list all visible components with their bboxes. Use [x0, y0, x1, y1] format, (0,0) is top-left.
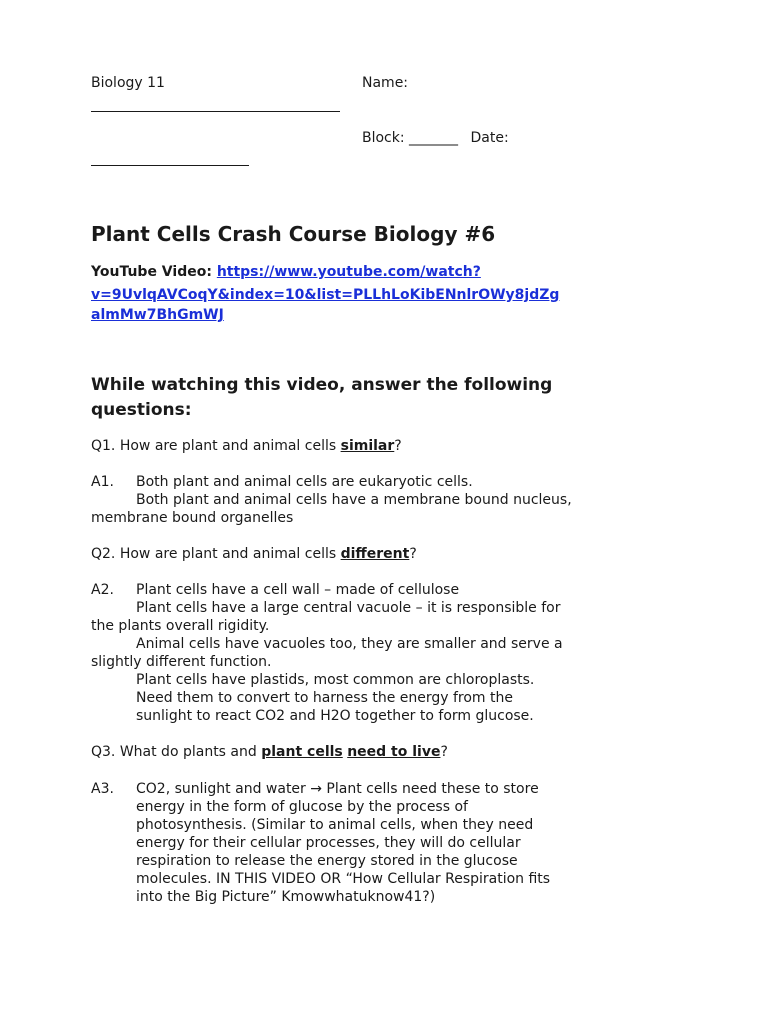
answer-2-line-6: Plant cells have plastids, most common are chloroplasts. [136, 672, 535, 688]
question-2 [91, 545, 417, 563]
date-blank-line [91, 165, 249, 166]
answer-3-line-6: molecules. IN THIS VIDEO OR “How Cellular Respiration fits [136, 871, 551, 887]
answer-2-line-2: Plant cells have a large central vacuole – it is responsible for [136, 600, 561, 616]
answer-3-line-5: respiration to release the energy stored in the glucose [136, 853, 518, 869]
question-2-keyword: different [340, 546, 410, 562]
question-1-keyword: similar [340, 438, 395, 454]
answer-3-line-1-start: CO2, sunlight and water [136, 781, 311, 797]
question-1-mark: ? [394, 438, 402, 454]
answer-1-line-3: membrane bound organelles [91, 510, 294, 526]
block-blank: _______ [409, 130, 459, 146]
answer-3-line-4: energy for their cellular processes, they will do cellular [136, 835, 521, 851]
block-label: Block: [362, 130, 405, 146]
question-2-text: Q2. How are plant and animal cells [91, 546, 341, 562]
question-1-text: Q1. How are plant and animal cells [91, 438, 341, 454]
answer-2-line-5: slightly different function. [91, 654, 272, 670]
answer-2-line-1: Plant cells have a cell wall – made of cellulose [136, 582, 460, 598]
answer-2-line-4: Animal cells have vacuoles too, they are smaller and serve a [136, 636, 563, 652]
answer-1-label: A1. [91, 474, 114, 490]
video-line-1 [91, 263, 481, 281]
question-3-keyword-2: need to live [347, 744, 441, 760]
answer-3-line-7: into the Big Picture” Kmowwhatuknow41?) [136, 889, 436, 905]
answer-2-line-8: sunlight to react CO2 and H2O together to form glucose. [136, 708, 534, 724]
answer-3-line-2: energy in the form of glucose by the process of [136, 799, 468, 815]
question-2-mark: ? [409, 546, 417, 562]
video-line-2 [91, 286, 559, 304]
video-link-part-3[interactable]: almMw7BhGmWJ [91, 307, 224, 323]
question-3-text: Q3. What do plants and [91, 744, 262, 760]
instructions-line-1: While watching this video, answer the following [91, 375, 553, 395]
question-3-keyword-1: plant cells [261, 744, 343, 760]
instructions-line-2: questions: [91, 400, 192, 420]
answer-3-line-1-end: Plant cells need these to store [321, 781, 539, 797]
date-label: Date: [470, 130, 509, 146]
name-blank-line [91, 111, 340, 112]
question-3-mark: ? [440, 744, 448, 760]
question-1 [91, 437, 402, 455]
video-line-3 [91, 306, 224, 324]
right-arrow-icon: → [310, 781, 322, 797]
name-label: Name: [362, 75, 409, 91]
answer-3-line-3: photosynthesis. (Similar to animal cells, when they need [136, 817, 534, 833]
answer-3-label: A3. [91, 781, 114, 797]
course-label: Biology 11 [91, 75, 165, 91]
answer-1-line-1: Both plant and animal cells are eukaryotic cells. [136, 474, 473, 490]
video-link-part-2[interactable]: v=9UvlqAVCoqY&index=10&list=PLLhLoKibENnlrOWy8jdZg [91, 287, 560, 303]
answer-2-line-3: the plants overall rigidity. [91, 618, 270, 634]
block-date-row [362, 129, 509, 147]
answer-1-line-2: Both plant and animal cells have a membrane bound nucleus, [136, 492, 572, 508]
video-label: YouTube Video: [91, 264, 212, 280]
answer-3-line-1 [136, 780, 539, 798]
video-link-part-1[interactable]: https://www.youtube.com/watch? [216, 264, 481, 280]
answer-2-line-7: Need them to convert to harness the energy from the [136, 690, 513, 706]
answer-2-label: A2. [91, 582, 114, 598]
page-title: Plant Cells Crash Course Biology #6 [91, 222, 496, 246]
question-3 [91, 743, 448, 761]
